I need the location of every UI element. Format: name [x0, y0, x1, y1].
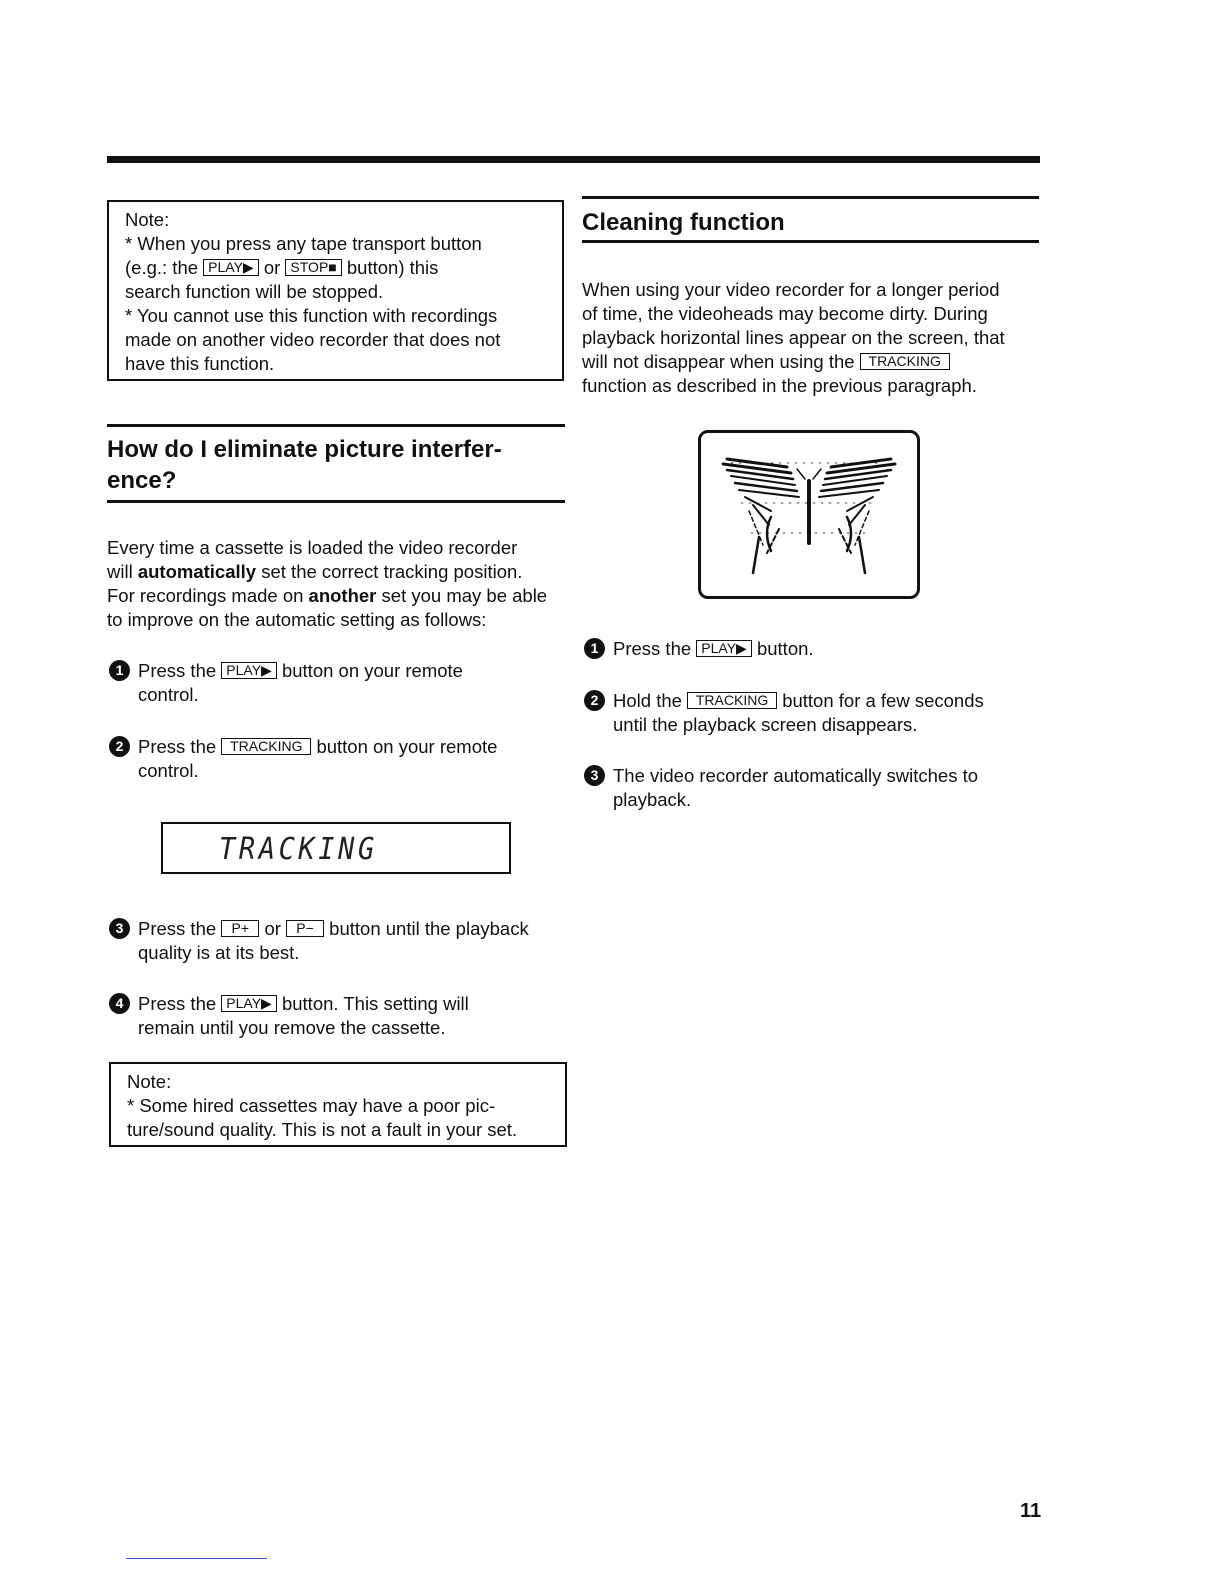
step-number: 1 — [584, 638, 605, 659]
step-number: 3 — [109, 918, 130, 939]
right-step-2: 2 Hold the TRACKING button for a few seconds until the playback screen disappears. — [584, 689, 984, 737]
note-line: search function will be stopped. — [125, 281, 384, 302]
left-step-3: 3 Press the P+ or P− button until the playback quality is at its best. — [109, 917, 529, 965]
left-step-4: 4 Press the PLAY▶ button. This setting will remain until you remove the cassette. — [109, 992, 469, 1040]
note-box-top — [107, 200, 564, 381]
section-heading-cleaning: Cleaning function — [582, 209, 785, 236]
left-step-1: 1 Press the PLAY▶ button on your remote control. — [109, 659, 463, 707]
note-line: have this function. — [125, 353, 275, 374]
left-step-2: 2 Press the TRACKING button on your remote control. — [109, 735, 497, 783]
note-line: * Some hired cassettes may have a poor pic- — [127, 1095, 496, 1116]
note-line: made on another video recorder that does not — [125, 329, 501, 350]
tv-screen-illustration — [698, 430, 920, 599]
play-key: PLAY▶ — [203, 259, 259, 276]
right-step-3: 3 The video recorder automatically switches to playback. — [584, 764, 978, 812]
left-heading-rule-bottom — [107, 500, 565, 503]
tracking-key: TRACKING — [860, 353, 950, 370]
step-number: 2 — [109, 736, 130, 757]
p-minus-key: P− — [286, 920, 324, 937]
play-key: PLAY▶ — [696, 640, 752, 657]
p-plus-key: P+ — [221, 920, 259, 937]
play-key: PLAY▶ — [221, 995, 277, 1012]
display-text: TRACKING — [219, 832, 378, 867]
page-number: 11 — [1020, 1500, 1042, 1522]
note-title: Note: — [125, 209, 170, 230]
play-key: PLAY▶ — [221, 662, 277, 679]
note-line: ture/sound quality. This is not a fault in your set. — [127, 1119, 518, 1140]
step-number: 2 — [584, 690, 605, 711]
tracking-key: TRACKING — [221, 738, 311, 755]
top-rule — [107, 156, 1040, 163]
cleaning-paragraph: When using your video recorder for a longer period of time, the videoheads may become dirty. During playback horizontal lines appear on the screen, that will not disappear when using the TRACKING function as described in the previous paragraph. — [582, 279, 1005, 396]
step-number: 3 — [584, 765, 605, 786]
note-title: Note: — [127, 1071, 172, 1092]
step-number: 4 — [109, 993, 130, 1014]
note-box-bottom — [109, 1062, 567, 1147]
section-heading-picture-interference: How do I eliminate picture interfer- ence? — [107, 436, 502, 494]
tracking-key: TRACKING — [687, 692, 777, 709]
butterfly-picture — [701, 433, 917, 596]
note-line: (e.g.: the PLAY▶ or STOP■ button) this — [125, 257, 439, 278]
note-line: * You cannot use this function with recordings — [125, 305, 498, 326]
right-step-1: 1 Press the PLAY▶ button. — [584, 637, 814, 661]
stop-key: STOP■ — [285, 259, 341, 276]
right-heading-rule-bottom — [582, 240, 1039, 243]
intro-paragraph: Every time a cassette is loaded the video recorder will automatically set the correct tracking position. For recordings made on another set you may be able to improve on the automatic setting as follows: — [107, 537, 548, 630]
right-heading-rule-top — [582, 196, 1039, 199]
tracking-display — [161, 822, 511, 874]
step-number: 1 — [109, 660, 130, 681]
footer-line — [126, 1558, 267, 1559]
note-line: * When you press any tape transport button — [125, 233, 482, 254]
left-heading-rule-top — [107, 424, 565, 427]
